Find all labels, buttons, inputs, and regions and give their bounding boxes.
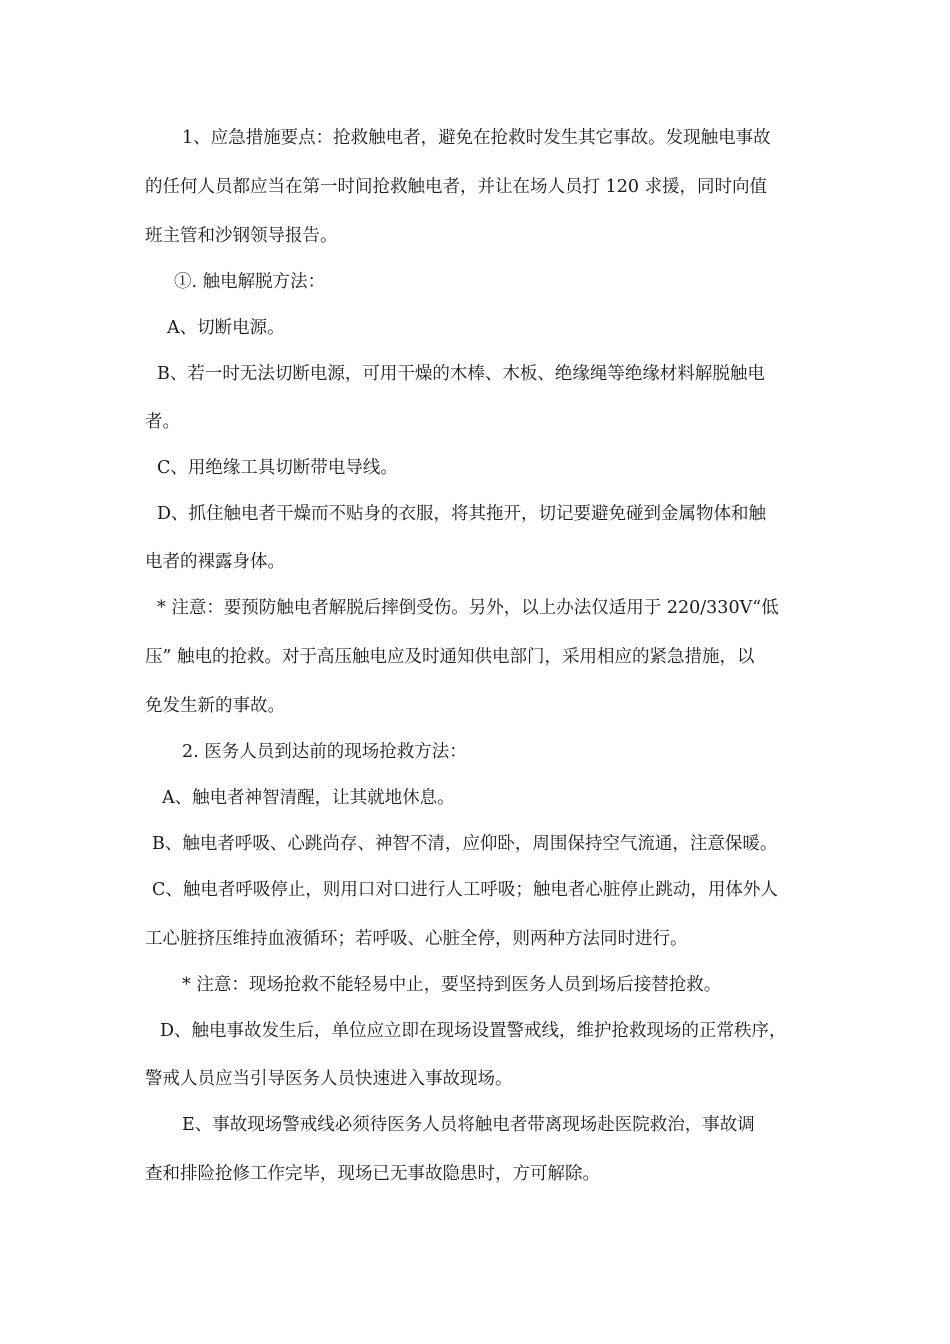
text-line-23: 查和排险抢修工作完毕，现场已无事故隐患时，方可解除。 xyxy=(145,1164,600,1184)
text-line-5: A、切断电源。 xyxy=(167,318,285,338)
text-line-21: 警戒人员应当引导医务人员快速进入事故现场。 xyxy=(145,1069,513,1089)
text-line-8: C、用绝缘工具切断带电导线。 xyxy=(157,458,398,478)
text-line-4: ①. 触电解脱方法： xyxy=(174,272,326,292)
text-line-1: 1、应急措施要点：抢救触电者，避免在抢救时发生其它事故。发现触电事故 xyxy=(182,128,771,148)
text-line-13: 免发生新的事故。 xyxy=(145,696,285,716)
text-line-7: 者。 xyxy=(145,412,180,432)
text-line-3: 班主管和沙钢领导报告。 xyxy=(145,226,338,246)
text-line-17: C、触电者呼吸停止，则用口对口进行人工呼吸；触电者心脏停止跳动，用体外人 xyxy=(152,880,778,900)
text-line-10: 电者的裸露身体。 xyxy=(145,552,285,572)
text-line-16: B、触电者呼吸、心跳尚存、神智不清，应仰卧，周围保持空气流通，注意保暖。 xyxy=(152,834,778,854)
text-line-22: E、事故现场警戒线必须待医务人员将触电者带离现场赴医院救治，事故调 xyxy=(182,1115,755,1135)
text-line-9: D、抓住触电者干燥而不贴身的衣服，将其拖开，切记要避免碰到金属物体和触 xyxy=(157,504,767,524)
text-line-18: 工心脏挤压维持血液循环；若呼吸、心脏全停，则两种方法同时进行。 xyxy=(145,929,688,949)
text-line-20: D、触电事故发生后，单位应立即在现场设置警戒线，维护抢救现场的正常秩序， xyxy=(160,1021,787,1041)
text-line-12: 压” 触电的抢救。对于高压触电应及时通知供电部门，采用相应的紧急措施，以 xyxy=(145,647,755,667)
text-line-19: * 注意：现场抢救不能轻易中止，要坚持到医务人员到场后接替抢救。 xyxy=(182,975,722,995)
text-line-2: 的任何人员都应当在第一时间抢救触电者，并让在场人员打 120 求援，同时向值 xyxy=(145,177,768,197)
text-line-15: A、触电者神智清醒，让其就地休息。 xyxy=(162,788,455,808)
text-line-6: B、若一时无法切断电源，可用干燥的木棒、木板、绝缘绳等绝缘材料解脱触电 xyxy=(157,364,765,384)
text-line-11: * 注意：要预防触电者解脱后摔倒受伤。另外，以上办法仅适用于 220/330V“低 xyxy=(157,598,779,618)
text-line-14: 2. 医务人员到达前的现场抢救方法： xyxy=(182,742,467,762)
